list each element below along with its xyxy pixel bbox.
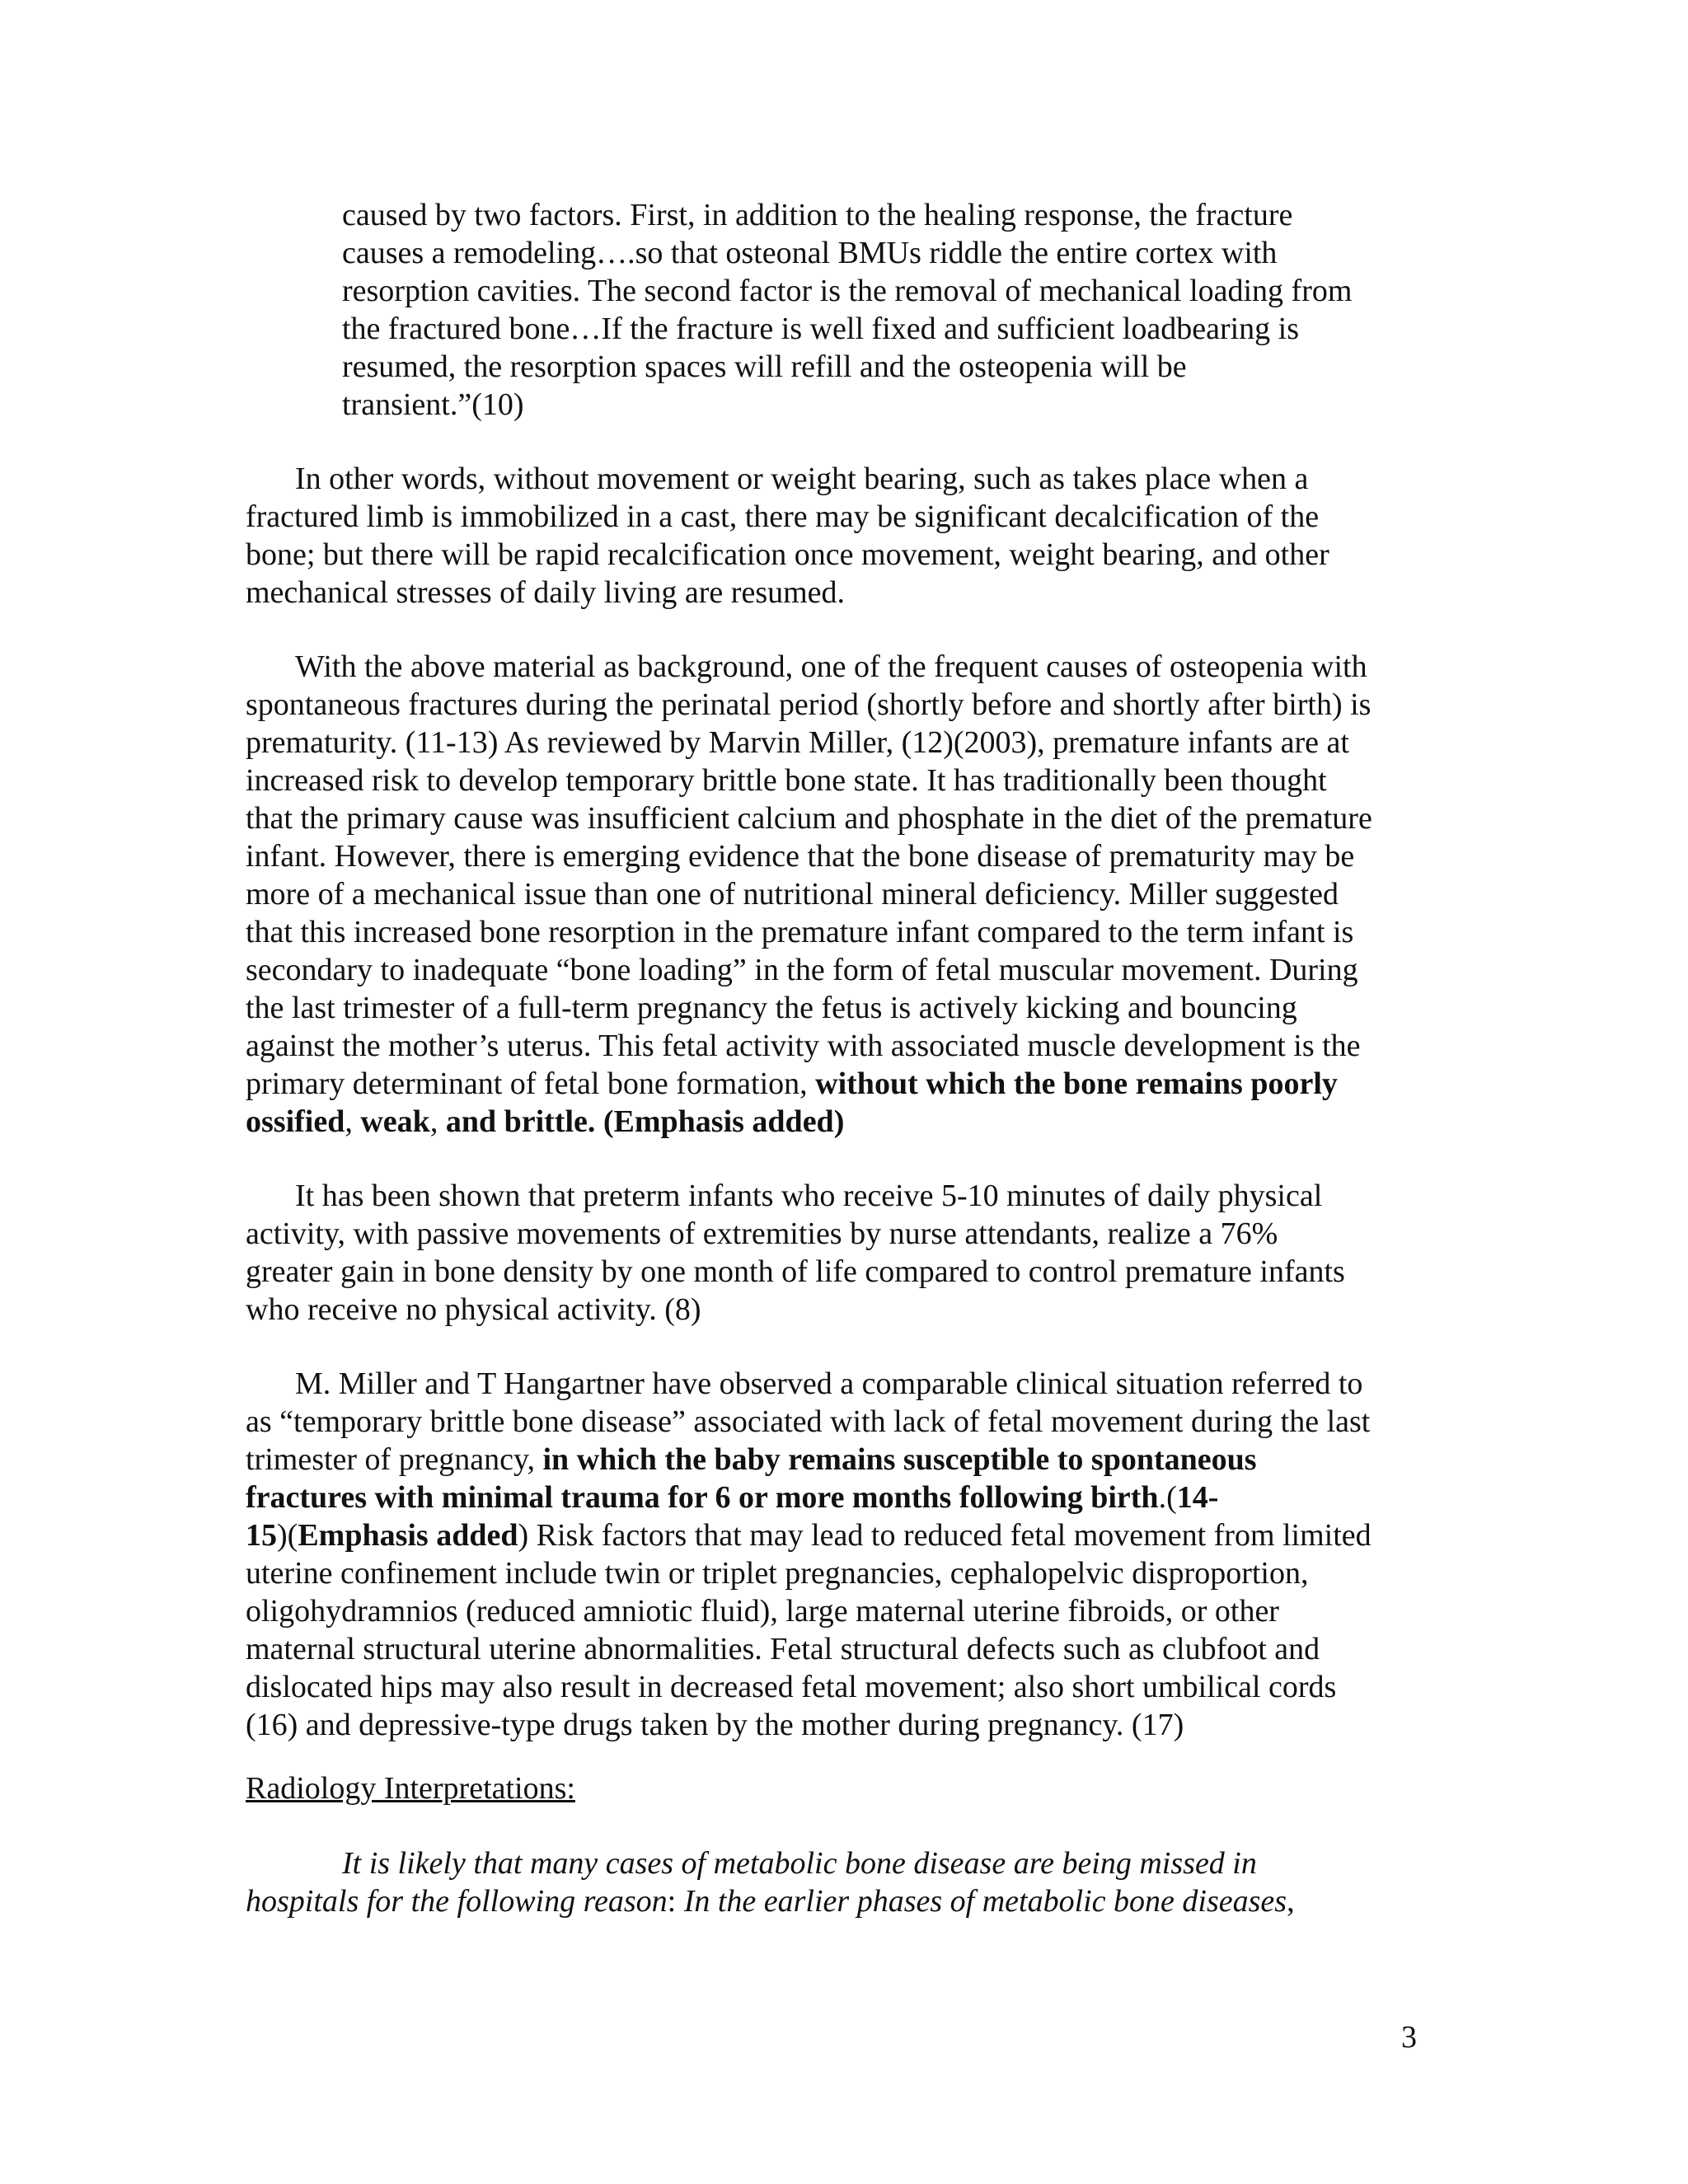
quote-line: resorption cavities. The second factor is the removal of mechanical loading from	[342, 274, 1353, 308]
paragraph-line: It is likely that many cases of metabolic bone disease are being missed in	[342, 1846, 1257, 1881]
paragraph-line: maternal structural uterine abnormalities. Fetal structural defects such as clubfoot and	[246, 1632, 1320, 1666]
paragraph-line: as “temporary brittle bone disease” associated with lack of fetal movement during the last	[246, 1404, 1371, 1439]
quote-line: causes a remodeling….so that osteonal BMUs riddle the entire cortex with	[342, 236, 1278, 270]
text-run: )(	[277, 1518, 298, 1553]
text-run: primary determinant of fetal bone formation,	[246, 1066, 816, 1101]
paragraph-line: dislocated hips may also result in decreased fetal movement; also short umbilical cords	[246, 1670, 1337, 1704]
emphasis-text: fractures with minimal trauma for 6 or more months following birth	[246, 1480, 1159, 1515]
emphasis-text: ossified	[246, 1104, 345, 1139]
text-run: ) Risk factors that may lead to reduced fetal movement from limited	[518, 1518, 1372, 1553]
paragraph-line: increased risk to develop temporary brittle bone state. It has traditionally been thought	[246, 763, 1327, 798]
paragraph-line: greater gain in bone density by one month of life compared to control premature infants	[246, 1254, 1345, 1289]
paragraph-line: mechanical stresses of daily living are resumed.	[246, 575, 846, 610]
text-run: In the earlier phases of metabolic bone diseases	[683, 1884, 1287, 1919]
paragraph-line: (16) and depressive-type drugs taken by the mother during pregnancy. (17)	[246, 1708, 1184, 1742]
paragraph-line: It has been shown that preterm infants who receive 5-10 minutes of daily physical	[295, 1179, 1323, 1213]
paragraph-line	[246, 1441, 1257, 1479]
paragraph-line	[246, 1882, 1295, 1920]
page-number: 3	[1401, 2020, 1417, 2055]
quote-line: caused by two factors. First, in addition to the healing response, the fracture	[342, 198, 1293, 232]
paragraph-line: against the mother’s uterus. This fetal activity with associated muscle development is the	[246, 1029, 1361, 1063]
paragraph-line	[246, 1103, 844, 1141]
paragraph-line: secondary to inadequate “bone loading” in the form of fetal muscular movement. During	[246, 953, 1358, 987]
paragraph-line: With the above material as background, one of the frequent causes of osteopenia with	[295, 649, 1367, 684]
quote-line: resumed, the resorption spaces will refill and the osteopenia will be	[342, 349, 1187, 384]
paragraph-line	[246, 1065, 1338, 1103]
text-run: ,	[429, 1104, 446, 1139]
emphasis-text: and brittle. (Emphasis added)	[445, 1104, 845, 1139]
quote-line: the fractured bone…If the fracture is well fixed and sufficient loadbearing is	[342, 312, 1300, 346]
emphasis-text: Emphasis added	[298, 1518, 518, 1553]
paragraph-line: infant. However, there is emerging evidence that the bone disease of prematurity may be	[246, 839, 1355, 874]
paragraph-line: prematurity. (11-13) As reviewed by Marvin Miller, (12)(2003), premature infants are at	[246, 725, 1349, 760]
paragraph-line: uterine confinement include twin or triplet pregnancies, cephalopelvic disproportion,	[246, 1556, 1309, 1591]
text-run: .(	[1158, 1480, 1177, 1515]
emphasis-text: in which the baby remains susceptible to spontaneous	[542, 1442, 1257, 1477]
paragraph-line: spontaneous fractures during the perinatal period (shortly before and shortly after birth) is	[246, 687, 1372, 722]
paragraph-line: In other words, without movement or weight bearing, such as takes place when a	[295, 462, 1309, 496]
paragraph-line: M. Miller and T Hangartner have observed a comparable clinical situation referred to	[295, 1366, 1363, 1401]
paragraph-line: oligohydramnios (reduced amniotic fluid), large maternal uterine fibroids, or other	[246, 1594, 1279, 1629]
paragraph-line: the last trimester of a full-term pregnancy the fetus is actively kicking and bouncing	[246, 991, 1297, 1025]
paragraph-line	[246, 1516, 1372, 1554]
emphasis-text: 15	[246, 1518, 277, 1553]
emphasis-text: 14-	[1176, 1480, 1219, 1515]
text-run: :	[667, 1884, 684, 1919]
text-run: ,	[1287, 1884, 1295, 1919]
emphasis-text: without which the bone remains poorly	[815, 1066, 1338, 1101]
paragraph-line: activity, with passive movements of extremities by nurse attendants, realize a 76%	[246, 1216, 1278, 1251]
text-run: trimester of pregnancy,	[246, 1442, 543, 1477]
paragraph-line: more of a mechanical issue than one of nutritional mineral deficiency. Miller suggested	[246, 877, 1339, 912]
text-run: ,	[345, 1104, 361, 1139]
paragraph-line: bone; but there will be rapid recalcification once movement, weight bearing, and other	[246, 537, 1329, 572]
paragraph-line: that the primary cause was insufficient calcium and phosphate in the diet of the premature	[246, 801, 1372, 836]
paragraph-line: that this increased bone resorption in the premature infant compared to the term infant is	[246, 915, 1354, 949]
paragraph-line	[246, 1479, 1218, 1516]
emphasis-text: weak	[360, 1104, 430, 1139]
section-heading: Radiology Interpretations:	[246, 1771, 575, 1806]
paragraph-line: who receive no physical activity. (8)	[246, 1292, 701, 1327]
paragraph-line: fractured limb is immobilized in a cast, there may be significant decalcification of the	[246, 499, 1320, 534]
text-run: hospitals for the following reason	[246, 1884, 668, 1919]
quote-line: transient.”(10)	[342, 387, 524, 422]
